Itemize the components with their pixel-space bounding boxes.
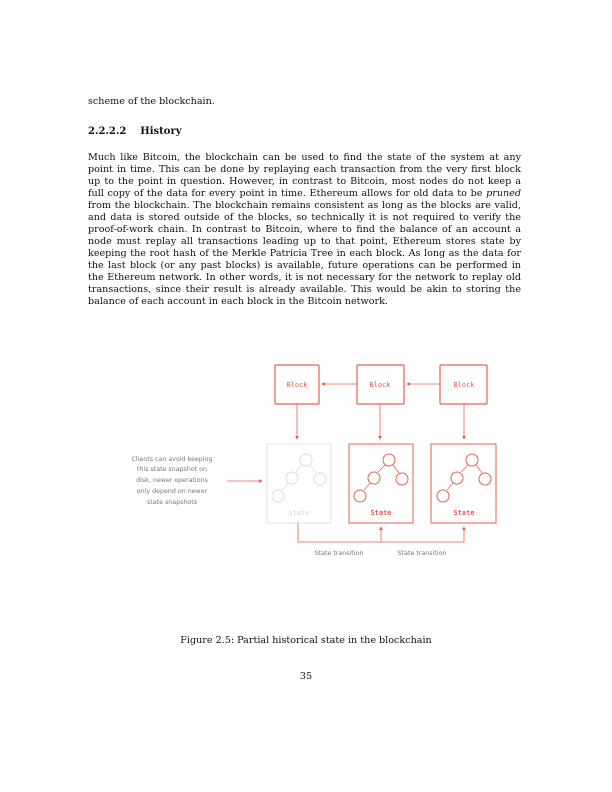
state-faded (267, 444, 331, 523)
transition-label: State transition (314, 550, 364, 557)
block-label: Block (453, 381, 475, 389)
section-number: 2.2.2.2 (88, 126, 127, 137)
italic-term: pruned (486, 188, 521, 199)
note-line: only depend on newer (136, 488, 208, 495)
block-1 (275, 365, 319, 404)
figure-caption: Figure 2.5: Partial historical state in the blockchain (180, 635, 432, 646)
paragraph-text: Much like Bitcoin, the blockchain can be used to find the state of the system at any point in time. This can be done by replaying each transaction from the very first block up to the point in question. However, in contrast to Bitcoin, most nodes do not keep a full copy of the data for every point in time. Ethereum allows for old data to be (88, 152, 521, 199)
section-title: History (140, 126, 182, 137)
state-label: State (453, 509, 475, 517)
state-3 (431, 444, 496, 523)
note-line: disk, newer operations (136, 477, 208, 484)
section-heading (88, 126, 196, 137)
page-number: 35 (299, 671, 313, 682)
block-label: Block (369, 381, 391, 389)
block-2 (357, 365, 404, 404)
block-label: Block (286, 381, 308, 389)
state-label: State (288, 509, 310, 517)
body-paragraph (88, 152, 521, 308)
paragraph-text: from the blockchain. The blockchain remains consistent as long as the blocks are valid, and data is stored outside of the blocks, so technically it is not required to verify the proof-of-work chain. In contrast to Bitcoin, where to find the balance of an account a node must replay all transactions leading up to that point, Ethereum stores state by keeping the root hash of the Merkle Patricia Tree in each block. As long as the data for the last block (or any past blocks) is available, future operations can be performed in the Ethereum network. In other words, it is not necessary for the network to replay old transactions, since their result is already available. This would be akin to storing the balance of each account in each block in the Bitcoin network. (88, 200, 521, 307)
historical-state-diagram (110, 360, 510, 570)
note-line: Clients can avoid keeping (131, 456, 213, 463)
note-line: state snapshots (147, 499, 197, 506)
state-label: State (370, 509, 392, 517)
note-line: this state snapshot on (136, 466, 208, 473)
transition-label: State transition (397, 550, 447, 557)
block-3 (440, 365, 487, 404)
state-2 (349, 444, 413, 523)
note-text (132, 456, 213, 506)
intro-line: scheme of the blockchain. (88, 96, 215, 107)
